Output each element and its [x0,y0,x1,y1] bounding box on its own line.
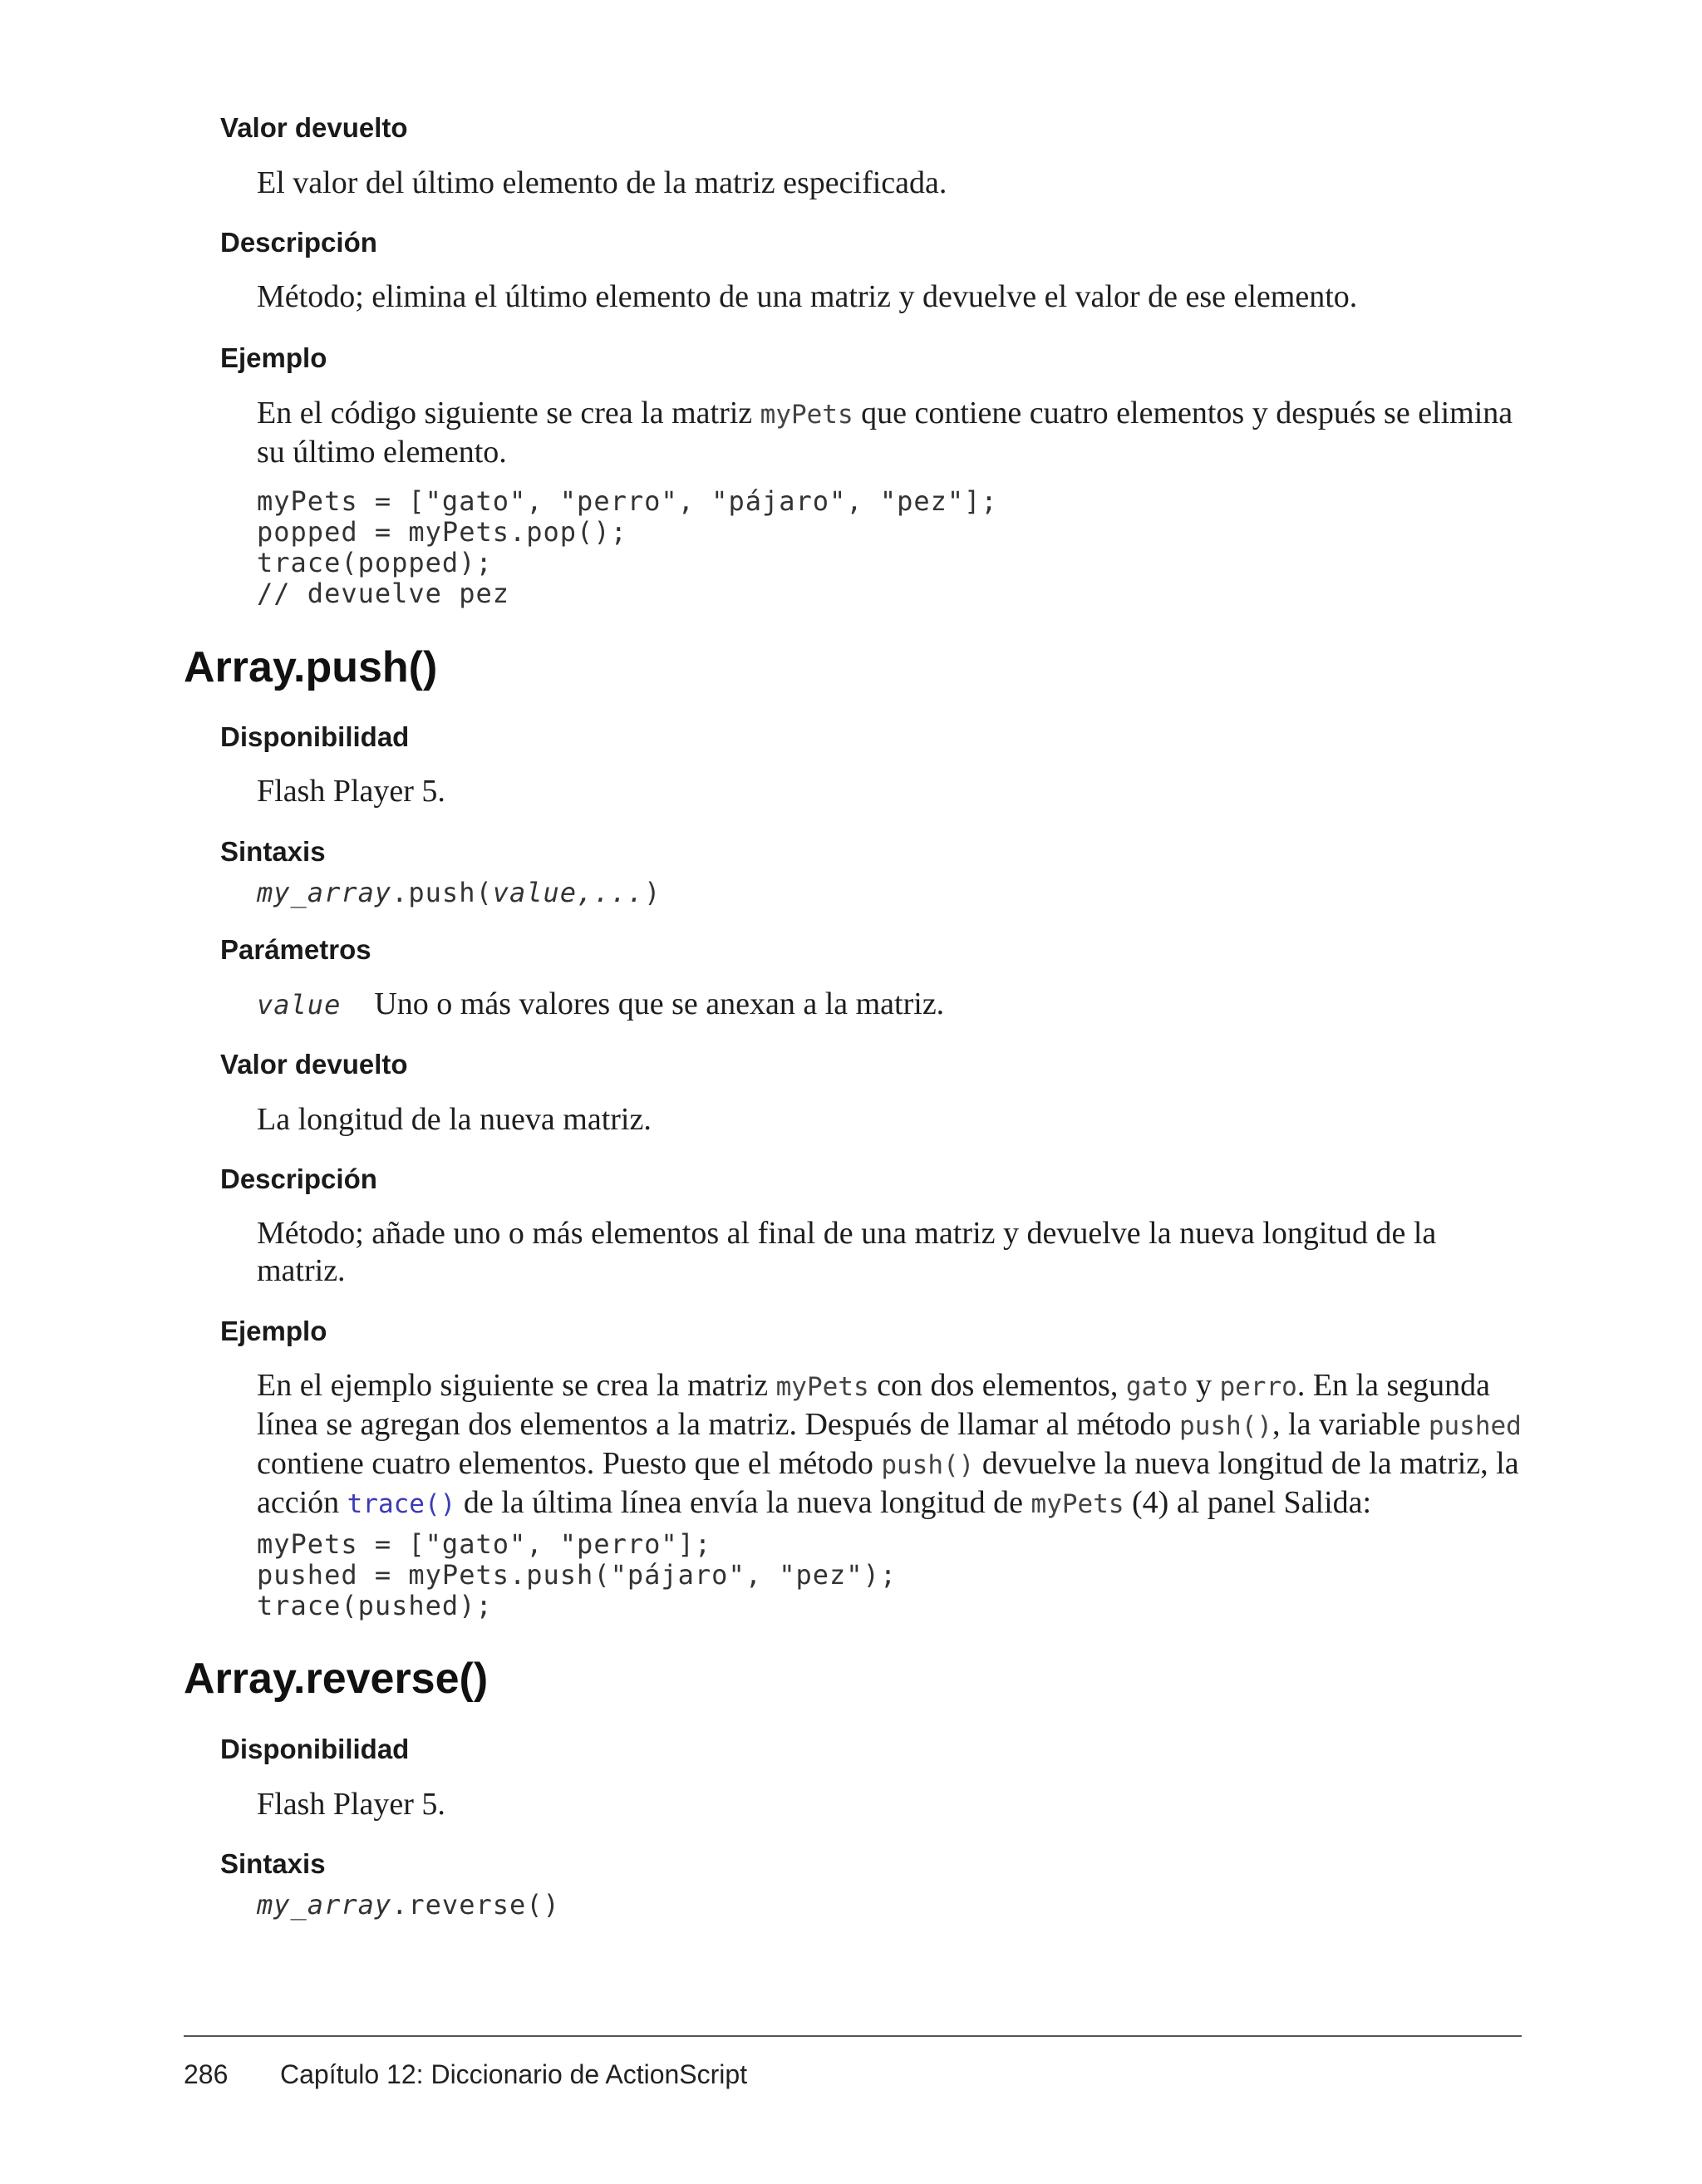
code-block: myPets = ["gato", "perro", "pájaro", "pez"]; popped = myPets.pop(); trace(popped); // devuelve pez [257,485,998,609]
availability-heading: Disponibilidad [220,1734,410,1764]
example-heading: Ejemplo [220,1316,327,1346]
availability-heading: Disponibilidad [220,721,410,752]
availability-text: Flash Player 5. [257,1787,445,1822]
inline-code: gato [1125,1372,1188,1402]
example-intro: En el ejemplo siguiente se crea la matriz myPets con dos elementos, gato y perro. En la segunda línea se agregan dos elementos a la matriz. Después de llamar al método push(), la variable pushed contiene cuatro elementos. Puesto que el método push() devuelve la nueva longitud de la matriz, la acción trace() de la última línea envía la nueva longitud de myPets (4) al panel Salida: [257,1368,1522,1520]
inline-code: perro [1219,1372,1297,1402]
code-block: myPets = ["gato", "perro"]; pushed = myPets.push("pájaro", "pez"); trace(pushed); [257,1528,898,1621]
syntax-code: my_array.reverse() [257,1889,560,1921]
return-value-heading: Valor devuelto [220,1049,408,1080]
description-heading: Descripción [220,1163,377,1194]
description-text: Método; añade uno o más elementos al final de una matriz y devuelve la nueva longitud de la matriz. [257,1216,1437,1288]
inline-code: myPets [1031,1489,1124,1519]
syntax-heading: Sintaxis [220,836,326,867]
syntax-code: my_array.push(value,...) [257,877,662,908]
inline-code: push() [881,1450,975,1480]
page-number: 286 [184,2059,229,2089]
inline-code: myPets [775,1372,869,1402]
return-value-heading: Valor devuelto [220,112,408,143]
example-heading: Ejemplo [220,342,327,373]
parameter-description: Uno o más valores que se anexan a la matriz. [374,986,945,1021]
entry-title-push: Array.push() [184,643,438,691]
availability-text: Flash Player 5. [257,774,445,809]
parameters-heading: Parámetros [220,934,371,965]
example-intro: En el código siguiente se crea la matriz myPets que contiene cuatro elementos y después se elimina su último elemento. [257,396,1513,470]
syntax-heading: Sintaxis [220,1848,326,1879]
description-heading: Descripción [220,227,377,258]
inline-code: pushed [1428,1411,1522,1441]
chapter-title: Capítulo 12: Diccionario de ActionScript [280,2059,748,2089]
parameter-name: value [257,989,342,1021]
return-value-text: El valor del último elemento de la matriz especificada. [257,165,947,200]
entry-title-reverse: Array.reverse() [184,1655,489,1703]
parameter-row [257,986,944,1022]
trace-link[interactable]: trace() [347,1489,456,1519]
description-text: Método; elimina el último elemento de una matriz y devuelve el valor de ese elemento. [257,279,1358,314]
footer-divider [184,2035,1522,2037]
inline-code: myPets [760,400,853,430]
return-value-text: La longitud de la nueva matriz. [257,1102,652,1137]
inline-code: push() [1179,1411,1273,1441]
